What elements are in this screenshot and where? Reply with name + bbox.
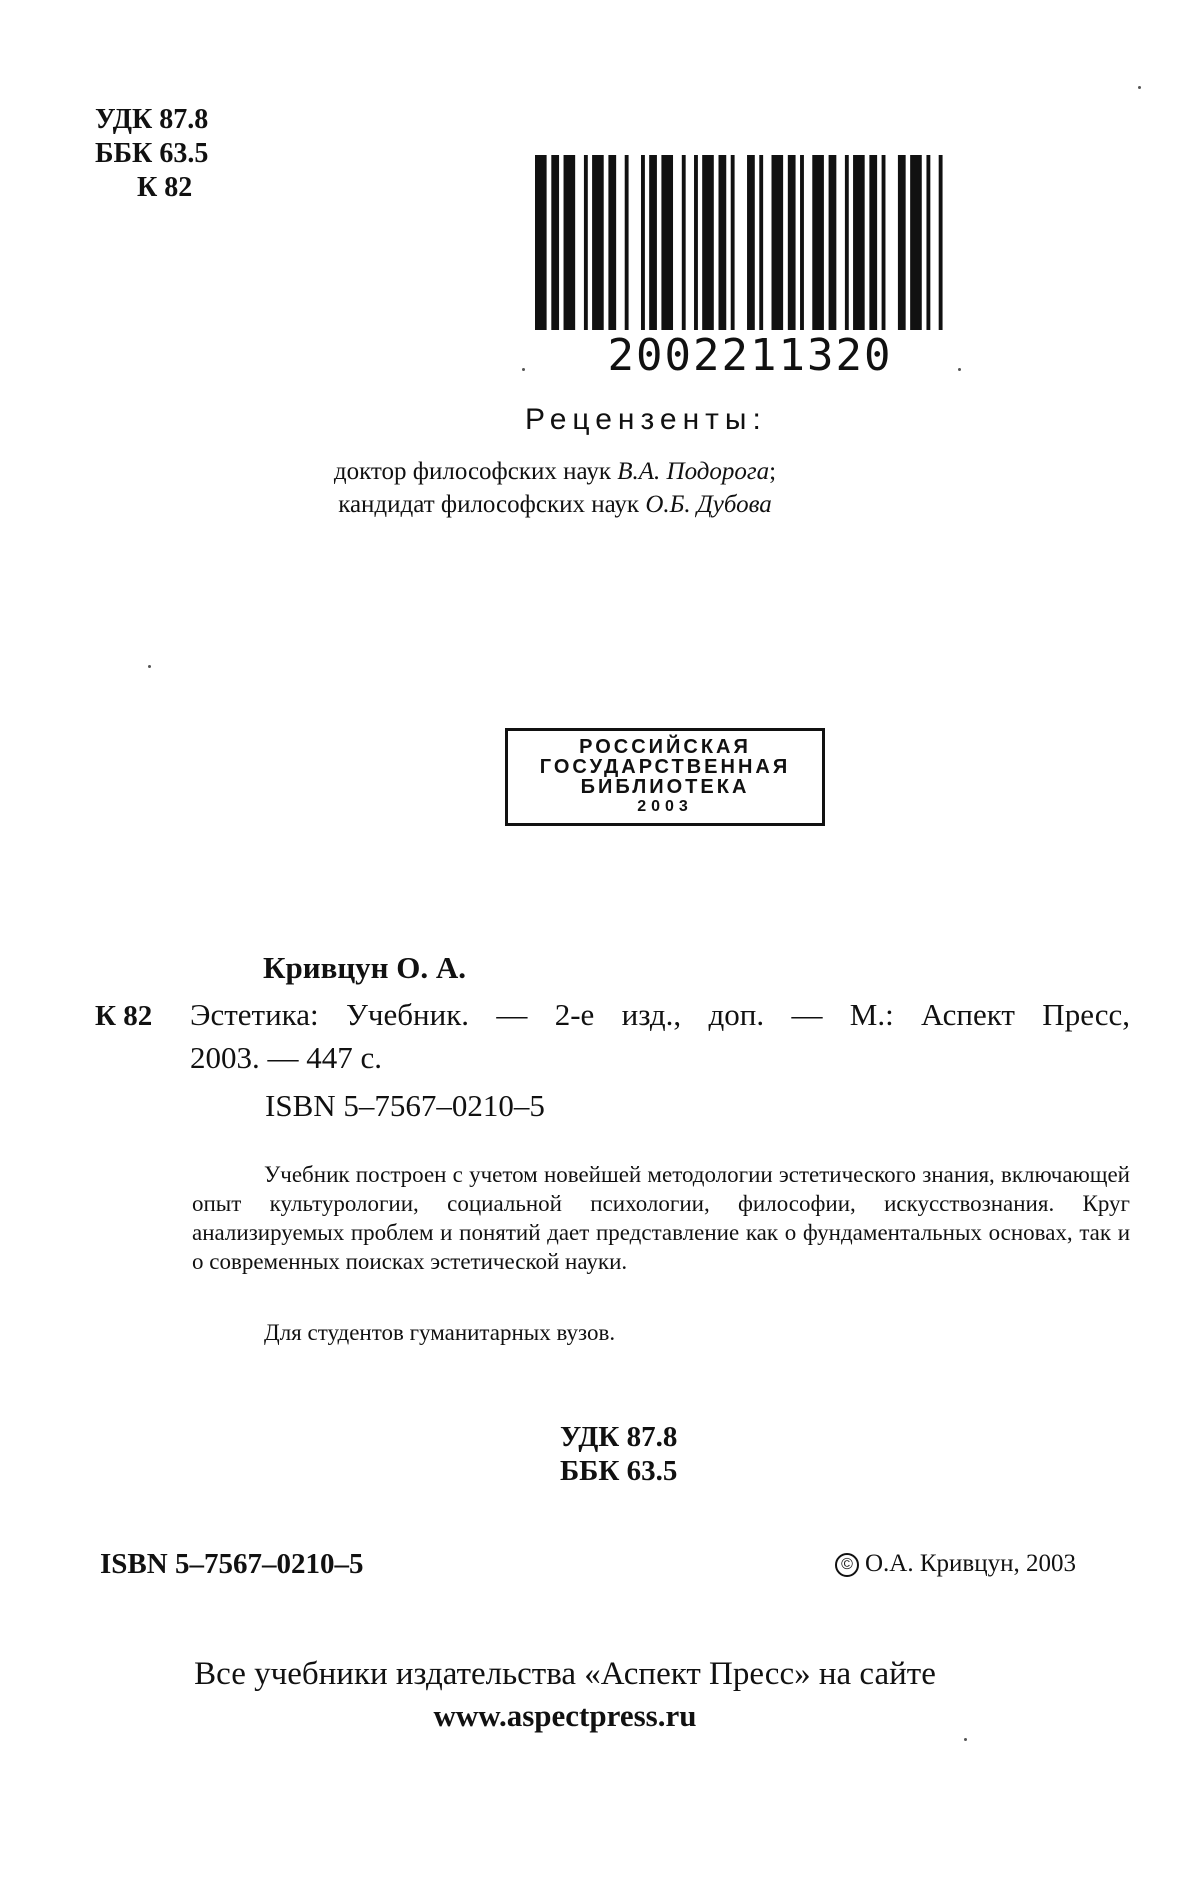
udk-code: УДК 87.8 [95, 104, 209, 135]
abstract-audience: Для студентов гуманитарных вузов. [264, 1320, 616, 1345]
barcode-bar [788, 155, 796, 330]
copyright-icon: © [835, 1553, 859, 1577]
publisher-url[interactable]: www.aspectpress.ru [433, 1698, 697, 1733]
abstract-text: Учебник построен с учетом новейшей методологии эстетического знания, включающей опыт культурологии, социальной психологии, философии, искусствознания. Круг анализируемых проблем и понятий дает представление как о фундаментальных основах, так и о современных поисках эстетической науки. [192, 1162, 1130, 1274]
barcode-bar [772, 155, 784, 330]
barcode-bar [694, 155, 698, 330]
classification-codes [95, 103, 208, 205]
barcode-bar [641, 155, 645, 330]
barcode-bar [661, 155, 673, 330]
barcode-bar [731, 155, 735, 330]
stamp-line-2: ГОСУДАРСТВЕННАЯ [539, 756, 791, 778]
footer-promo: Все учебники издательства «Аспект Пресс» на сайте [194, 1656, 936, 1692]
barcode-bar [869, 155, 877, 330]
barcode-bar [800, 155, 804, 330]
stamp-line-3: БИБЛИОТЕКА [580, 776, 750, 798]
bibliographic-line-1: Эстетика: Учебник. — 2-е изд., доп. — М.: Аспект Пресс, [190, 997, 1130, 1032]
isbn-bottom: ISBN 5–7567–0210–5 [100, 1548, 364, 1580]
barcode-bar [592, 155, 604, 330]
reviewers-title: Рецензенты: [525, 403, 767, 436]
barcode-bar [584, 155, 588, 330]
author-mark: К 82 [137, 172, 193, 203]
barcode-bar [625, 155, 629, 330]
barcode-bar [535, 155, 547, 330]
bottom-classification-codes [560, 1420, 677, 1488]
barcode-bar [939, 155, 943, 330]
barcode-bar [759, 155, 763, 330]
reviewer-2-degree: кандидат философских наук [338, 491, 646, 518]
catalog-isbn: ISBN 5–7567–0210–5 [265, 1088, 545, 1123]
reviewer-1-degree: доктор философских наук [333, 458, 618, 485]
barcode-bar [898, 155, 906, 330]
barcode-bar [926, 155, 930, 330]
bibliographic-line-2: 2003. — 447 с. [190, 1040, 383, 1075]
barcode-bar [812, 155, 824, 330]
barcode-bar [719, 155, 727, 330]
barcode-bar [551, 155, 559, 330]
reviewer-2 [0, 491, 1155, 519]
reviewer-1-name: В.А. Подорога [617, 458, 770, 485]
library-stamp [505, 728, 825, 826]
catalog-author: Кривцун О. А. [263, 950, 467, 985]
stamp-line-1: РОССИЙСКАЯ [579, 736, 751, 758]
copyright-holder: О.А. Кривцун, 2003 [865, 1550, 1076, 1577]
barcode-bar [829, 155, 837, 330]
barcode-bar [682, 155, 686, 330]
reviewer-1 [0, 458, 1155, 486]
barcode-bar [910, 155, 922, 330]
barcode-bar [608, 155, 616, 330]
barcode-bar [649, 155, 657, 330]
barcode-number: 2002211320 [607, 330, 893, 381]
barcode-bar [882, 155, 886, 330]
scan-speck [1138, 86, 1141, 89]
scan-speck [964, 1738, 967, 1741]
copyright-notice [835, 1550, 1076, 1578]
catalog-code: К 82 [95, 1000, 153, 1032]
bottom-udk-code: УДК 87.8 [560, 1421, 678, 1453]
stamp-year: 2003 [637, 798, 693, 815]
barcode [535, 155, 955, 335]
reviewer-2-name: О.Б. Дубова [645, 491, 772, 518]
barcode-bar [702, 155, 714, 330]
barcode-bar [747, 155, 755, 330]
barcode-bar [845, 155, 849, 330]
scan-speck [958, 368, 961, 371]
bottom-bbk-code: ББК 63.5 [560, 1455, 678, 1487]
barcode-bar [564, 155, 576, 330]
scan-speck [148, 665, 151, 668]
bbk-code: ББК 63.5 [95, 138, 209, 169]
barcode-bar [853, 155, 865, 330]
scan-speck [522, 368, 525, 371]
reviewer-1-suffix: ; [769, 458, 777, 485]
